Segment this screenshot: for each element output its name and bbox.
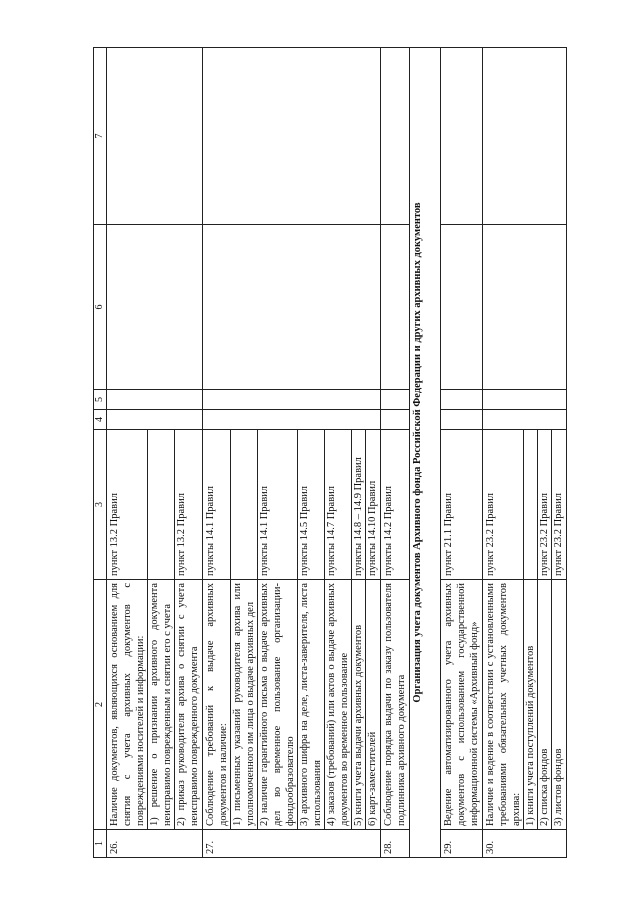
header-cell: 6: [94, 225, 107, 390]
row-number: 26.: [107, 830, 203, 858]
requirement-cell: [381, 580, 410, 830]
requirement-text: 3) листов фондов: [551, 580, 565, 829]
reference-text: пункты 14.8 – 14.9 Правил: [351, 430, 365, 579]
header-cell: 3: [94, 430, 107, 580]
empty-cell: [381, 410, 410, 430]
empty-cell: [107, 48, 203, 225]
reference-text: пункт 21.1 Правил: [443, 493, 454, 576]
table-row: [107, 48, 203, 858]
requirement-text: 1) письменных указаний руководителя архива или уполномоченного им лица о выдаче архивных дел: [230, 580, 257, 829]
reference-cell: [441, 430, 483, 580]
reference-cell: [107, 430, 203, 580]
section-row: [410, 48, 441, 858]
requirement-text: Наличие документов, являющихся основанием для снятия с учета архивных документов с повреждениями носителей и информации:: [109, 583, 146, 826]
section-title: Организация учета документов Архивного фонда Российской Федерации и других архивных документов: [410, 48, 441, 858]
header-cell: 2: [94, 580, 107, 830]
empty-cell: [107, 390, 203, 410]
reference-cell: [483, 430, 567, 580]
reference-text: пункты 14.1 Правил: [257, 430, 297, 579]
row-number: 30.: [483, 830, 567, 858]
table-row: [203, 48, 381, 858]
requirement-text: Соблюдение требований к выдаче архивных документов и наличие:: [205, 583, 229, 826]
row-number: 27.: [203, 830, 381, 858]
row-number: 29.: [441, 830, 483, 858]
empty-cell: [483, 410, 567, 430]
header-cell: 1: [94, 830, 107, 858]
requirement-text: 6) карт-заместителей: [365, 580, 379, 829]
table-row: [381, 48, 410, 858]
empty-cell: [203, 48, 381, 225]
requirement-text: 2) наличие гарантийного письма о выдаче архивных дел во временное пользование организации-фондообразователю: [257, 580, 297, 829]
reference-cell: [381, 430, 410, 580]
reference-text: пункты 14.10 Правил: [365, 430, 379, 579]
reference-text: пункт 13.2 Правил: [174, 430, 201, 579]
requirement-text: 5) книги учета выдачи архивных документов: [351, 580, 365, 829]
reference-text: пункты 14.1 Правил: [205, 485, 216, 576]
empty-cell: [107, 225, 203, 390]
reference-text: [230, 430, 257, 579]
reference-text: пункты 14.7 Правил: [324, 430, 351, 579]
requirement-cell: [483, 580, 567, 830]
table-body: [94, 48, 567, 858]
requirement-text: 2) приказ руководителя архива о снятии с учета неисправимо поврежденного документа: [174, 580, 201, 829]
requirement-text: 1) книги учета поступлений документов: [523, 580, 537, 829]
empty-cell: [441, 410, 483, 430]
empty-cell: [441, 48, 483, 225]
empty-cell: [381, 225, 410, 390]
requirement-cell: [107, 580, 203, 830]
empty-cell: [381, 48, 410, 225]
requirement-text: Соблюдение порядка выдачи по заказу пользователя подлинника архивного документа: [383, 583, 407, 826]
reference-text: пункт 23.2 Правил: [485, 493, 496, 576]
header-cell: 5: [94, 390, 107, 410]
reference-cell: [203, 430, 381, 580]
empty-cell: [483, 225, 567, 390]
header-row: [94, 48, 107, 858]
requirement-text: Наличие и ведение в соответствии с установленными требованиями обязательных учетных документов архива:: [485, 583, 522, 826]
empty-cell: [203, 410, 381, 430]
empty-cell: [483, 390, 567, 410]
empty-cell: [203, 225, 381, 390]
checklist-table: [93, 47, 567, 858]
requirement-text: 1) решение о признании архивного документа неисправимо поврежденным и снятии его с учета: [147, 580, 174, 829]
reference-text: пункты 14.2 Правил: [383, 485, 394, 576]
empty-cell: [441, 225, 483, 390]
row-number: 28.: [381, 830, 410, 858]
requirement-cell: [441, 580, 483, 830]
empty-cell: [107, 410, 203, 430]
reference-text: пункт 23.2 Правил: [537, 430, 551, 579]
requirement-text: 3) архивного шифра на деле, листа-заверителя, листа использования: [297, 580, 324, 829]
header-cell: 7: [94, 48, 107, 225]
table-row: [483, 48, 567, 858]
requirement-text: Ведение автоматизированного учета архивных документов с использованием государственной информационной системы «Архивный фонд»: [443, 583, 480, 826]
empty-cell: [483, 48, 567, 225]
reference-text: [523, 430, 537, 579]
rotated-table-container: [93, 48, 605, 858]
table-row: [441, 48, 483, 858]
reference-text: пункт 23.2 Правил: [551, 430, 565, 579]
reference-text: пункт 13.2 Правил: [109, 493, 120, 576]
empty-cell: [381, 390, 410, 410]
reference-text: пункты 14.5 Правил: [297, 430, 324, 579]
requirement-text: 2) списка фондов: [537, 580, 551, 829]
requirement-cell: [203, 580, 381, 830]
empty-cell: [203, 390, 381, 410]
empty-cell: [441, 390, 483, 410]
header-cell: 4: [94, 410, 107, 430]
requirement-text: 4) заказов (требований) или актов о выдаче архивных документов во временное пользование: [324, 580, 351, 829]
reference-text: [147, 430, 174, 579]
